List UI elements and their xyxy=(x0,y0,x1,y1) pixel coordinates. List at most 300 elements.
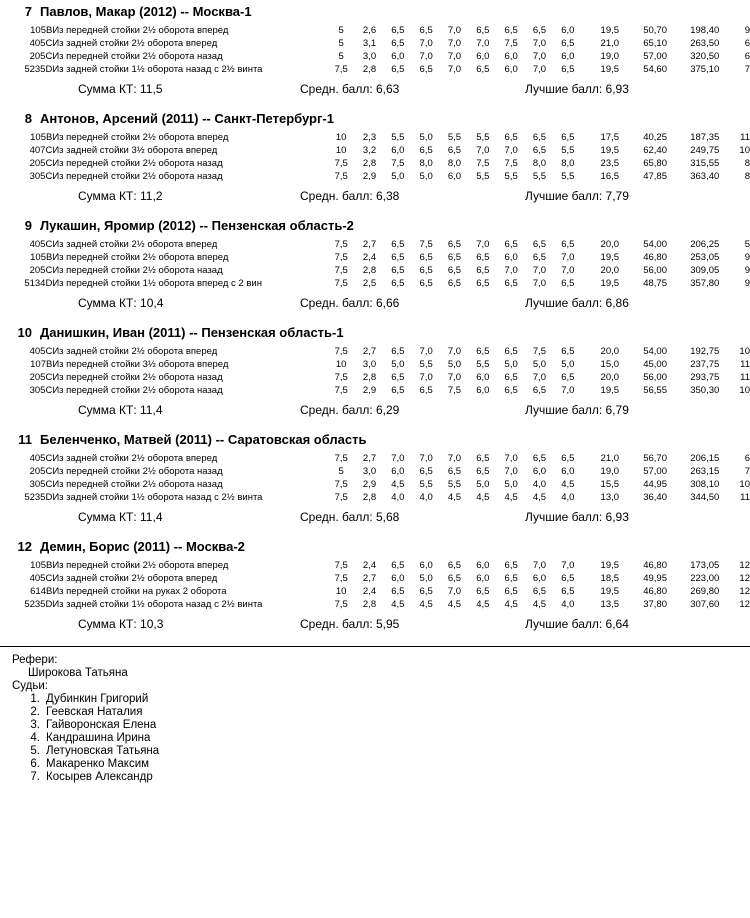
dive-points: 65,80 xyxy=(643,158,667,169)
judge-score: 6,5 xyxy=(391,560,405,571)
dive-height: 5 xyxy=(338,38,344,49)
judge-score: 6,0 xyxy=(476,573,490,584)
dive-points: 48,75 xyxy=(643,278,667,289)
dive-points: 57,00 xyxy=(643,466,667,477)
average-score: Средн. балл: 6,63 xyxy=(300,82,400,96)
dive-code: 205C xyxy=(29,466,53,477)
dive-description: Из передней стойки 2½ оборота назад xyxy=(52,171,223,182)
dive-points: 56,00 xyxy=(643,372,667,383)
running-total: 308,10 xyxy=(690,479,720,490)
judge-name: Летуновская Татьяна xyxy=(46,745,160,757)
judge-score: 5,5 xyxy=(419,359,433,370)
athlete-summary xyxy=(0,397,750,426)
dive-total: 16,5 xyxy=(600,171,620,182)
judge-score: 6,5 xyxy=(447,573,462,584)
sum-difficulty: Сумма КТ: 11,2 xyxy=(78,189,163,203)
running-total: 350,30 xyxy=(690,385,720,396)
judge-score: 7,0 xyxy=(447,51,462,62)
average-score: Средн. балл: 6,66 xyxy=(300,296,400,310)
judge-score: 6,5 xyxy=(504,25,518,36)
judge-score: 6,5 xyxy=(447,252,462,263)
judge-score: 7,0 xyxy=(532,51,547,62)
judge-score: 6,5 xyxy=(419,252,433,263)
judge-score: 6,5 xyxy=(561,278,575,289)
dive-place: 6 xyxy=(744,38,750,49)
dive-place: 11 xyxy=(740,132,750,143)
judge-score: 7,0 xyxy=(447,586,462,597)
dive-table xyxy=(0,238,750,290)
table-row xyxy=(0,384,750,397)
dive-total: 19,5 xyxy=(600,145,620,156)
judge-score: 6,0 xyxy=(476,385,490,396)
athlete-header xyxy=(0,321,750,345)
judge-score: 7,5 xyxy=(476,158,490,169)
best-score: Лучшие балл: 6,93 xyxy=(525,82,629,96)
dive-difficulty: 2,8 xyxy=(362,64,377,75)
sum-difficulty: Сумма КТ: 10,4 xyxy=(78,296,164,310)
judge-score: 5,5 xyxy=(532,171,547,182)
judge-score: 5,5 xyxy=(447,132,462,143)
athlete-rank: 10 xyxy=(17,325,32,340)
dive-height: 10 xyxy=(335,586,347,597)
athlete-rank: 11 xyxy=(18,432,32,447)
judge-score: 6,5 xyxy=(391,38,405,49)
judge-score: 5,5 xyxy=(419,479,433,490)
judge-score: 4,5 xyxy=(532,492,547,503)
judge-score: 4,5 xyxy=(391,599,405,610)
dive-place: 11 xyxy=(740,492,750,503)
dive-description: Из задней стойки 2½ оборота вперед xyxy=(52,239,218,250)
dive-difficulty: 2,9 xyxy=(362,479,377,490)
running-total: 173,05 xyxy=(690,560,720,571)
dive-place: 9 xyxy=(744,252,750,263)
dive-difficulty: 2,8 xyxy=(362,492,377,503)
athlete-rank: 9 xyxy=(24,218,32,233)
athlete-summary xyxy=(0,611,750,640)
dive-code: 405C xyxy=(29,573,53,584)
sum-difficulty: Сумма КТ: 11,5 xyxy=(78,82,163,96)
dive-total: 19,0 xyxy=(600,51,620,62)
dive-place: 11 xyxy=(740,359,750,370)
judge-number: 7. xyxy=(30,771,40,783)
dive-description: Из передней стойки 2½ оборота вперед xyxy=(52,132,229,143)
dive-description: Из задней стойки 2½ оборота вперед xyxy=(52,346,218,357)
judge-score: 5,0 xyxy=(504,479,518,490)
judge-score: 6,5 xyxy=(561,372,575,383)
table-row xyxy=(0,238,750,251)
dive-difficulty: 2,4 xyxy=(362,252,377,263)
judge-score: 7,0 xyxy=(447,346,462,357)
dive-description: Из задней стойки 2½ оборота вперед xyxy=(52,573,218,584)
judge-score: 7,0 xyxy=(419,453,433,464)
athlete-name: Демин, Борис (2011) -- Москва-2 xyxy=(40,539,245,554)
judge-name: Косырев Александр xyxy=(46,771,153,783)
dive-description: Из передней стойки 3½ оборота вперед xyxy=(52,359,229,370)
dive-place: 12 xyxy=(739,586,750,597)
running-total: 263,15 xyxy=(690,466,720,477)
judge-score: 6,5 xyxy=(561,586,575,597)
dive-place: 12 xyxy=(739,599,750,610)
dive-height: 7,5 xyxy=(334,278,348,289)
dive-code: 614B xyxy=(30,586,53,597)
dive-place: 8 xyxy=(744,158,750,169)
judge-score: 7,0 xyxy=(419,38,433,49)
judge-score: 5,5 xyxy=(561,145,575,156)
judge-score: 6,5 xyxy=(504,385,518,396)
judge-score: 6,5 xyxy=(561,38,575,49)
table-row xyxy=(0,371,750,384)
table-row xyxy=(0,144,750,157)
dive-total: 13,0 xyxy=(600,492,620,503)
running-total: 206,15 xyxy=(690,453,720,464)
dive-code: 105B xyxy=(30,252,53,263)
average-score: Средн. балл: 5,68 xyxy=(300,510,400,524)
table-row xyxy=(0,358,750,371)
judge-score: 6,0 xyxy=(419,560,433,571)
judge-score: 5,0 xyxy=(561,359,575,370)
sum-difficulty: Сумма КТ: 11,4 xyxy=(78,510,163,524)
judge-score: 6,0 xyxy=(504,51,518,62)
dive-total: 20,0 xyxy=(600,239,620,250)
judge-score: 6,5 xyxy=(532,586,547,597)
judge-score: 6,5 xyxy=(391,25,405,36)
athlete-name: Павлов, Макар (2012) -- Москва-1 xyxy=(40,4,252,19)
running-total: 307,60 xyxy=(690,599,720,610)
dive-place: 7 xyxy=(744,64,750,75)
dive-table xyxy=(0,559,750,611)
judge-score: 7,0 xyxy=(447,64,462,75)
judges-list xyxy=(6,692,750,783)
dive-difficulty: 2,9 xyxy=(362,385,377,396)
judge-score: 8,0 xyxy=(447,158,462,169)
running-total: 237,75 xyxy=(690,359,720,370)
dive-place: 5 xyxy=(744,239,750,250)
judge-score: 7,0 xyxy=(504,466,518,477)
dive-table xyxy=(0,345,750,397)
dive-total: 19,5 xyxy=(600,252,620,263)
athlete-header xyxy=(0,0,750,24)
judge-score: 7,0 xyxy=(532,372,547,383)
judge-score: 6,5 xyxy=(391,586,405,597)
sum-difficulty: Сумма КТ: 10,3 xyxy=(78,617,164,631)
athlete-header xyxy=(0,428,750,452)
judge-name: Геевская Наталия xyxy=(46,706,143,718)
judge-score: 6,0 xyxy=(561,466,575,477)
judge-score: 6,5 xyxy=(504,573,518,584)
list-item xyxy=(6,718,750,731)
dive-height: 5 xyxy=(338,466,344,477)
dive-total: 21,0 xyxy=(600,453,620,464)
judge-score: 5,0 xyxy=(391,171,405,182)
running-total: 192,75 xyxy=(690,346,720,357)
table-row xyxy=(0,345,750,358)
dive-code: 107B xyxy=(30,359,53,370)
athlete-summary xyxy=(0,183,750,212)
dive-place: 10 xyxy=(739,385,750,396)
judge-number: 6. xyxy=(30,758,40,770)
dive-description: Из задней стойки 1½ оборота назад с 2½ винта xyxy=(52,492,263,503)
judge-score: 5,5 xyxy=(476,359,490,370)
judge-score: 4,5 xyxy=(476,599,490,610)
judge-score: 7,0 xyxy=(532,278,547,289)
dive-place: 9 xyxy=(744,278,750,289)
table-row xyxy=(0,559,750,572)
dive-points: 62,40 xyxy=(643,145,667,156)
dive-difficulty: 2,7 xyxy=(362,453,377,464)
dive-points: 50,70 xyxy=(643,25,667,36)
judge-score: 7,0 xyxy=(504,265,518,276)
athlete-header xyxy=(0,107,750,131)
dive-points: 54,00 xyxy=(643,239,667,250)
dive-code: 305C xyxy=(29,171,53,182)
dive-description: Из передней стойки на руках 2 оборота xyxy=(52,586,227,597)
judge-score: 4,5 xyxy=(561,479,575,490)
judge-number: 3. xyxy=(30,719,40,731)
dive-points: 56,00 xyxy=(643,265,667,276)
judge-score: 4,5 xyxy=(532,599,547,610)
dive-difficulty: 3,1 xyxy=(362,38,377,49)
judge-score: 7,0 xyxy=(447,372,462,383)
running-total: 344,50 xyxy=(690,492,720,503)
judge-score: 6,0 xyxy=(447,171,462,182)
judge-score: 6,5 xyxy=(561,239,575,250)
dive-height: 7,5 xyxy=(334,346,348,357)
running-total: 249,75 xyxy=(690,145,720,156)
dive-points: 46,80 xyxy=(643,252,667,263)
judge-score: 4,5 xyxy=(504,492,518,503)
dive-points: 54,60 xyxy=(643,64,667,75)
dive-difficulty: 2,5 xyxy=(362,278,377,289)
judge-score: 5,5 xyxy=(476,171,490,182)
judge-score: 6,5 xyxy=(419,25,433,36)
table-row xyxy=(0,24,750,37)
judge-score: 6,5 xyxy=(504,239,518,250)
judge-score: 6,5 xyxy=(532,252,547,263)
judge-score: 5,0 xyxy=(419,132,433,143)
dive-points: 56,55 xyxy=(643,385,667,396)
judge-score: 6,0 xyxy=(561,51,575,62)
judge-score: 5,0 xyxy=(419,573,433,584)
dive-total: 21,0 xyxy=(600,38,620,49)
dive-difficulty: 2,7 xyxy=(362,573,377,584)
dive-height: 7,5 xyxy=(334,560,348,571)
dive-height: 7,5 xyxy=(334,385,348,396)
table-row xyxy=(0,157,750,170)
judge-score: 5,0 xyxy=(532,359,547,370)
judge-score: 7,5 xyxy=(504,158,518,169)
judge-score: 6,5 xyxy=(419,385,433,396)
dive-difficulty: 2,8 xyxy=(362,599,377,610)
dive-difficulty: 2,3 xyxy=(362,132,377,143)
section-divider xyxy=(0,646,750,647)
dive-points: 36,40 xyxy=(643,492,667,503)
judge-score: 7,0 xyxy=(476,38,490,49)
judge-score: 5,5 xyxy=(561,171,575,182)
dive-code: 105B xyxy=(30,132,53,143)
list-item xyxy=(6,705,750,718)
dive-points: 45,00 xyxy=(643,359,667,370)
dive-height: 7,5 xyxy=(334,252,348,263)
judge-score: 6,0 xyxy=(391,145,405,156)
dive-description: Из передней стойки 2½ оборота вперед xyxy=(52,560,229,571)
running-total: 223,00 xyxy=(690,573,720,584)
dive-difficulty: 2,8 xyxy=(362,265,377,276)
dive-total: 19,5 xyxy=(600,385,620,396)
dive-place: 9 xyxy=(744,265,750,276)
dive-description: Из задней стойки 3½ оборота вперед xyxy=(52,145,218,156)
judge-score: 6,0 xyxy=(476,51,490,62)
judge-name: Дубинкин Григорий xyxy=(46,693,149,705)
dive-code: 205C xyxy=(29,265,53,276)
dive-code: 405C xyxy=(29,38,53,49)
judge-name: Макаренко Максим xyxy=(46,758,150,770)
dive-height: 7,5 xyxy=(334,171,348,182)
judge-score: 6,0 xyxy=(504,64,518,75)
athlete-rank: 8 xyxy=(24,111,32,126)
dive-height: 7,5 xyxy=(334,265,348,276)
average-score: Средн. балл: 5,95 xyxy=(300,617,400,631)
dive-difficulty: 2,4 xyxy=(362,586,377,597)
dive-height: 7,5 xyxy=(334,573,348,584)
dive-total: 19,5 xyxy=(600,278,620,289)
dive-height: 7,5 xyxy=(334,599,348,610)
dive-description: Из задней стойки 1½ оборота назад с 2½ винта xyxy=(52,64,263,75)
athlete-block xyxy=(0,321,750,426)
judge-score: 5,5 xyxy=(447,479,462,490)
dive-description: Из передней стойки 2½ оборота назад xyxy=(52,479,223,490)
dive-code: 105B xyxy=(30,25,53,36)
judge-score: 6,5 xyxy=(391,278,405,289)
dive-difficulty: 3,0 xyxy=(362,359,377,370)
table-row xyxy=(0,465,750,478)
dive-place: 10 xyxy=(739,346,750,357)
athlete-name: Данишкин, Иван (2011) -- Пензенская область-1 xyxy=(40,325,344,340)
table-row xyxy=(0,452,750,465)
judge-score: 7,0 xyxy=(532,38,547,49)
judge-score: 7,0 xyxy=(532,64,547,75)
running-total: 315,55 xyxy=(690,158,720,169)
judge-score: 6,5 xyxy=(561,573,575,584)
judge-score: 4,0 xyxy=(561,599,575,610)
dive-code: 205C xyxy=(29,372,53,383)
judge-score: 7,5 xyxy=(504,38,518,49)
dive-total: 19,0 xyxy=(600,466,620,477)
table-row xyxy=(0,478,750,491)
officials-section xyxy=(0,653,750,783)
judge-score: 6,5 xyxy=(447,239,462,250)
athlete-block xyxy=(0,107,750,212)
athlete-block xyxy=(0,0,750,105)
best-score: Лучшие балл: 7,79 xyxy=(525,189,629,203)
judge-score: 7,0 xyxy=(532,265,547,276)
judge-score: 6,0 xyxy=(532,466,547,477)
judge-score: 7,0 xyxy=(476,145,490,156)
dive-total: 15,5 xyxy=(600,479,620,490)
judge-score: 5,0 xyxy=(504,359,518,370)
running-total: 293,75 xyxy=(690,372,720,383)
judge-score: 6,5 xyxy=(476,25,490,36)
dive-place: 7 xyxy=(744,466,750,477)
dive-total: 15,0 xyxy=(600,359,620,370)
judge-score: 6,5 xyxy=(419,145,433,156)
judge-score: 7,0 xyxy=(532,560,547,571)
table-row xyxy=(0,131,750,144)
judge-score: 6,5 xyxy=(391,372,405,383)
judge-score: 7,0 xyxy=(561,252,575,263)
judge-score: 7,0 xyxy=(419,372,433,383)
dive-place: 9 xyxy=(744,25,750,36)
athlete-summary xyxy=(0,76,750,105)
dive-place: 10 xyxy=(739,479,750,490)
judge-score: 4,5 xyxy=(391,479,405,490)
dive-total: 13,5 xyxy=(600,599,620,610)
dive-table xyxy=(0,131,750,183)
dive-height: 5 xyxy=(338,25,344,36)
athlete-rank: 12 xyxy=(17,539,32,554)
best-score: Лучшие балл: 6,93 xyxy=(525,510,629,524)
dive-difficulty: 2,4 xyxy=(362,560,377,571)
dive-points: 46,80 xyxy=(643,560,667,571)
best-score: Лучшие балл: 6,64 xyxy=(525,617,629,631)
running-total: 269,80 xyxy=(690,586,720,597)
judge-score: 6,5 xyxy=(504,346,518,357)
dive-total: 19,5 xyxy=(600,64,620,75)
dive-total: 19,5 xyxy=(600,25,620,36)
table-row xyxy=(0,585,750,598)
judge-score: 7,5 xyxy=(419,239,433,250)
dive-place: 12 xyxy=(739,573,750,584)
dive-height: 10 xyxy=(335,132,347,143)
judge-name: Кандрашина Ирина xyxy=(46,732,151,744)
judge-score: 6,5 xyxy=(532,25,547,36)
judge-score: 6,5 xyxy=(419,64,433,75)
judge-score: 5,0 xyxy=(447,359,462,370)
athlete-summary xyxy=(0,290,750,319)
judge-score: 6,5 xyxy=(391,252,405,263)
dive-points: 49,95 xyxy=(643,573,667,584)
dive-difficulty: 2,8 xyxy=(362,372,377,383)
dive-total: 19,5 xyxy=(600,586,620,597)
dive-code: 5235D xyxy=(24,64,53,75)
table-row xyxy=(0,264,750,277)
dive-description: Из задней стойки 2½ оборота вперед xyxy=(52,453,218,464)
judge-score: 5,5 xyxy=(391,132,405,143)
judge-score: 4,0 xyxy=(561,492,575,503)
judge-score: 6,5 xyxy=(561,453,575,464)
judge-score: 6,5 xyxy=(447,265,462,276)
running-total: 206,25 xyxy=(690,239,720,250)
dive-code: 407C xyxy=(29,145,53,156)
judge-score: 4,5 xyxy=(447,599,462,610)
dive-total: 20,0 xyxy=(600,346,620,357)
judge-score: 6,5 xyxy=(504,278,518,289)
judge-score: 6,5 xyxy=(476,453,490,464)
dive-points: 54,00 xyxy=(643,346,667,357)
best-score: Лучшие балл: 6,86 xyxy=(525,296,629,310)
judge-score: 7,0 xyxy=(504,453,518,464)
dive-description: Из передней стойки 2½ оборота назад xyxy=(52,265,223,276)
dive-table xyxy=(0,452,750,504)
judge-score: 5,0 xyxy=(391,359,405,370)
dive-description: Из передней стойки 2½ оборота назад xyxy=(52,385,223,396)
athlete-name: Беленченко, Матвей (2011) -- Саратовская область xyxy=(40,432,367,447)
judge-score: 6,5 xyxy=(447,145,462,156)
judge-score: 6,5 xyxy=(504,560,518,571)
dive-place: 6 xyxy=(744,51,750,62)
judge-score: 6,5 xyxy=(447,278,462,289)
table-row xyxy=(0,37,750,50)
judge-score: 5,0 xyxy=(476,479,490,490)
